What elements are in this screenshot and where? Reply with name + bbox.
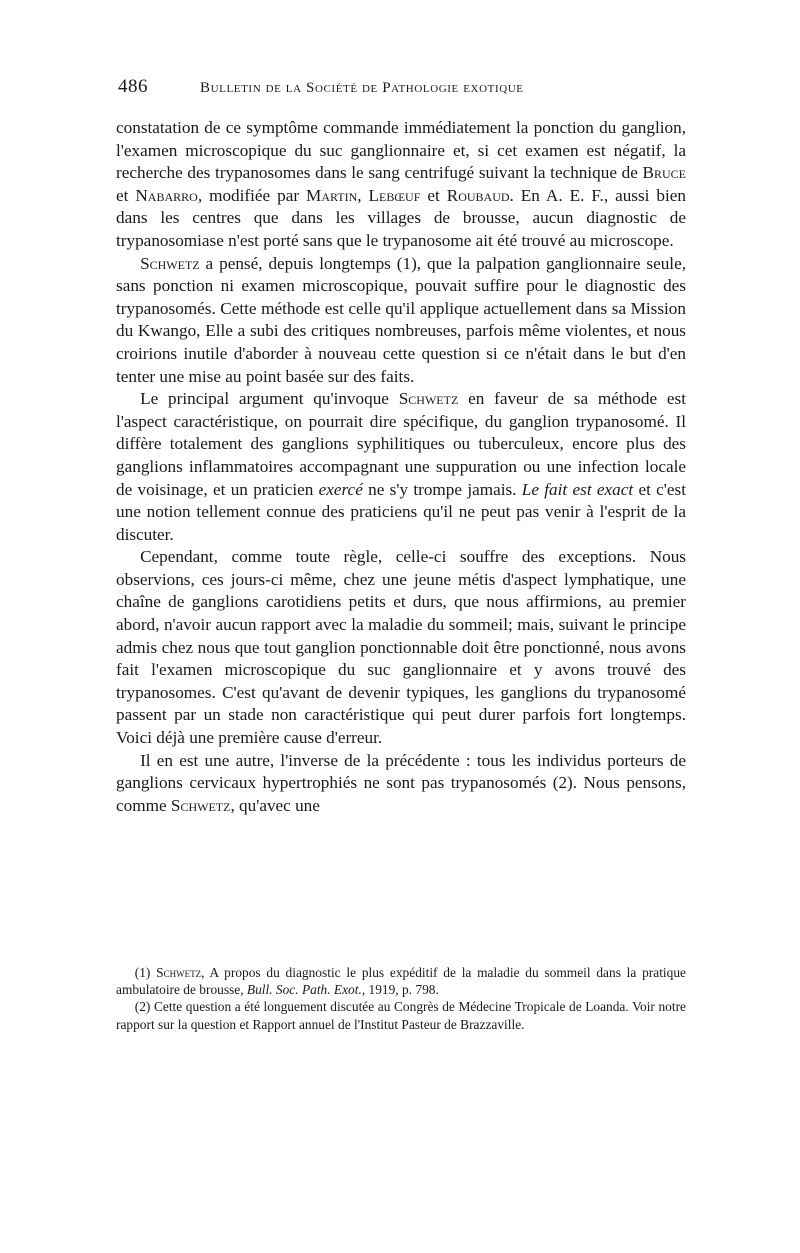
author-name: Schwetz	[156, 965, 202, 980]
footnotes	[116, 964, 686, 1033]
emphasis: Le fait est exact	[521, 479, 634, 499]
author-name: Lebœuf	[368, 185, 421, 205]
emphasis: exercé	[318, 479, 363, 499]
running-title: Bulletin de la Société de Pathologie exotique	[200, 80, 524, 96]
paragraph-4: Cependant, comme toute règle, celle-ci souffre des exceptions. Nous observions, ces jours-ci même, chez une jeune métis d'aspect lymphatique, une chaîne de ganglions carotidiens petits et durs, que nous affirmions, au premier abord, n'avoir aucun rapport avec la maladie du sommeil; mais, suivant le principe admis chez nous que tout ganglion ponctionnable doit être ponctionné, nous avons fait l'examen microscopique du suc ganglionnaire et y avons trouvé des trypanosomes. C'est qu'avant de devenir typiques, les ganglions du trypanosomé passent par un stade non caractéristique qui peut durer parfois fort longtemps. Voici déjà une première cause d'erreur.	[116, 547, 686, 748]
footnote-1: (1) Schwetz, A propos du diagnostic le plus expéditif de la maladie du sommeil dans la pratique ambulatoire de brousse, Bull. Soc. Path. Exot., 1919, p. 798.	[116, 965, 686, 998]
paragraph-2: Schwetz a pensé, depuis longtemps (1), que la palpation ganglionnaire seule, sans ponction ni examen microscopique, pouvait suffire pour le diagnostic des trypanosomés. Cette méthode est celle qu'il applique actuellement dans sa Mission du Kwango, Elle a subi des critiques nombreuses, parfois même violentes, et nous croirions inutile d'aborder à nouveau cette question si ce n'était dans le but d'en tenter une mise au point basée sur des faits.	[116, 253, 686, 386]
journal-title: Bull. Soc. Path. Exot.	[246, 982, 362, 998]
paragraph-3: Le principal argument qu'invoque Schwetz en faveur de sa méthode est l'aspect caractéristique, on pourrait dire spécifique, du ganglion trypanosomé. Il diffère totalement des ganglions syphilitiques ou tuberculeux, encore plus des ganglions inflammatoires accompagnant une suppuration ou une infection locale de voisinage, et un praticien exercé ne s'y trompe jamais. Le fait est exact et c'est une notion tellement connue des praticiens qu'il ne peut pas venir à l'esprit de la discuter.	[116, 389, 686, 544]
author-name: Bruce	[642, 163, 686, 183]
author-name: Schwetz	[170, 795, 231, 815]
author-name: Schwetz	[398, 389, 459, 409]
author-name: Roubaud	[446, 185, 510, 205]
paragraph-1: constatation de ce symptôme commande immédiatement la ponction du ganglion, l'examen microscopique du suc ganglionnaire et, si cet examen est négatif, la recherche des trypanosomes dans le sang centrifugé suivant la technique de Bruce et Nabarro, modifiée par Martin, Lebœuf et Roubaud. En A. E. F., aussi bien dans les centres que dans les villages de brousse, aucun diagnostic de trypanosomiase n'est porté sans que le trypanosome ait été trouvé au microscope.	[116, 118, 687, 250]
page-number: 486	[118, 76, 148, 97]
author-name: Martin	[306, 185, 358, 205]
author-name: Nabarro	[135, 185, 198, 205]
paragraph-5: Il en est une autre, l'inverse de la précédente : tous les individus porteurs de ganglions cervicaux hypertrophiés ne sont pas trypanosomés (2). Nous pensons, comme Schwetz, qu'avec une	[116, 750, 686, 815]
page-header	[118, 76, 688, 98]
main-text	[116, 117, 686, 817]
author-name: Schwetz	[140, 253, 200, 273]
footnote-2: (2) Cette question a été longuement discutée au Congrès de Médecine Tropicale de Loanda. Voir notre rapport sur la question et Rapport annuel de l'Institut Pasteur de Brazzaville.	[116, 999, 686, 1032]
